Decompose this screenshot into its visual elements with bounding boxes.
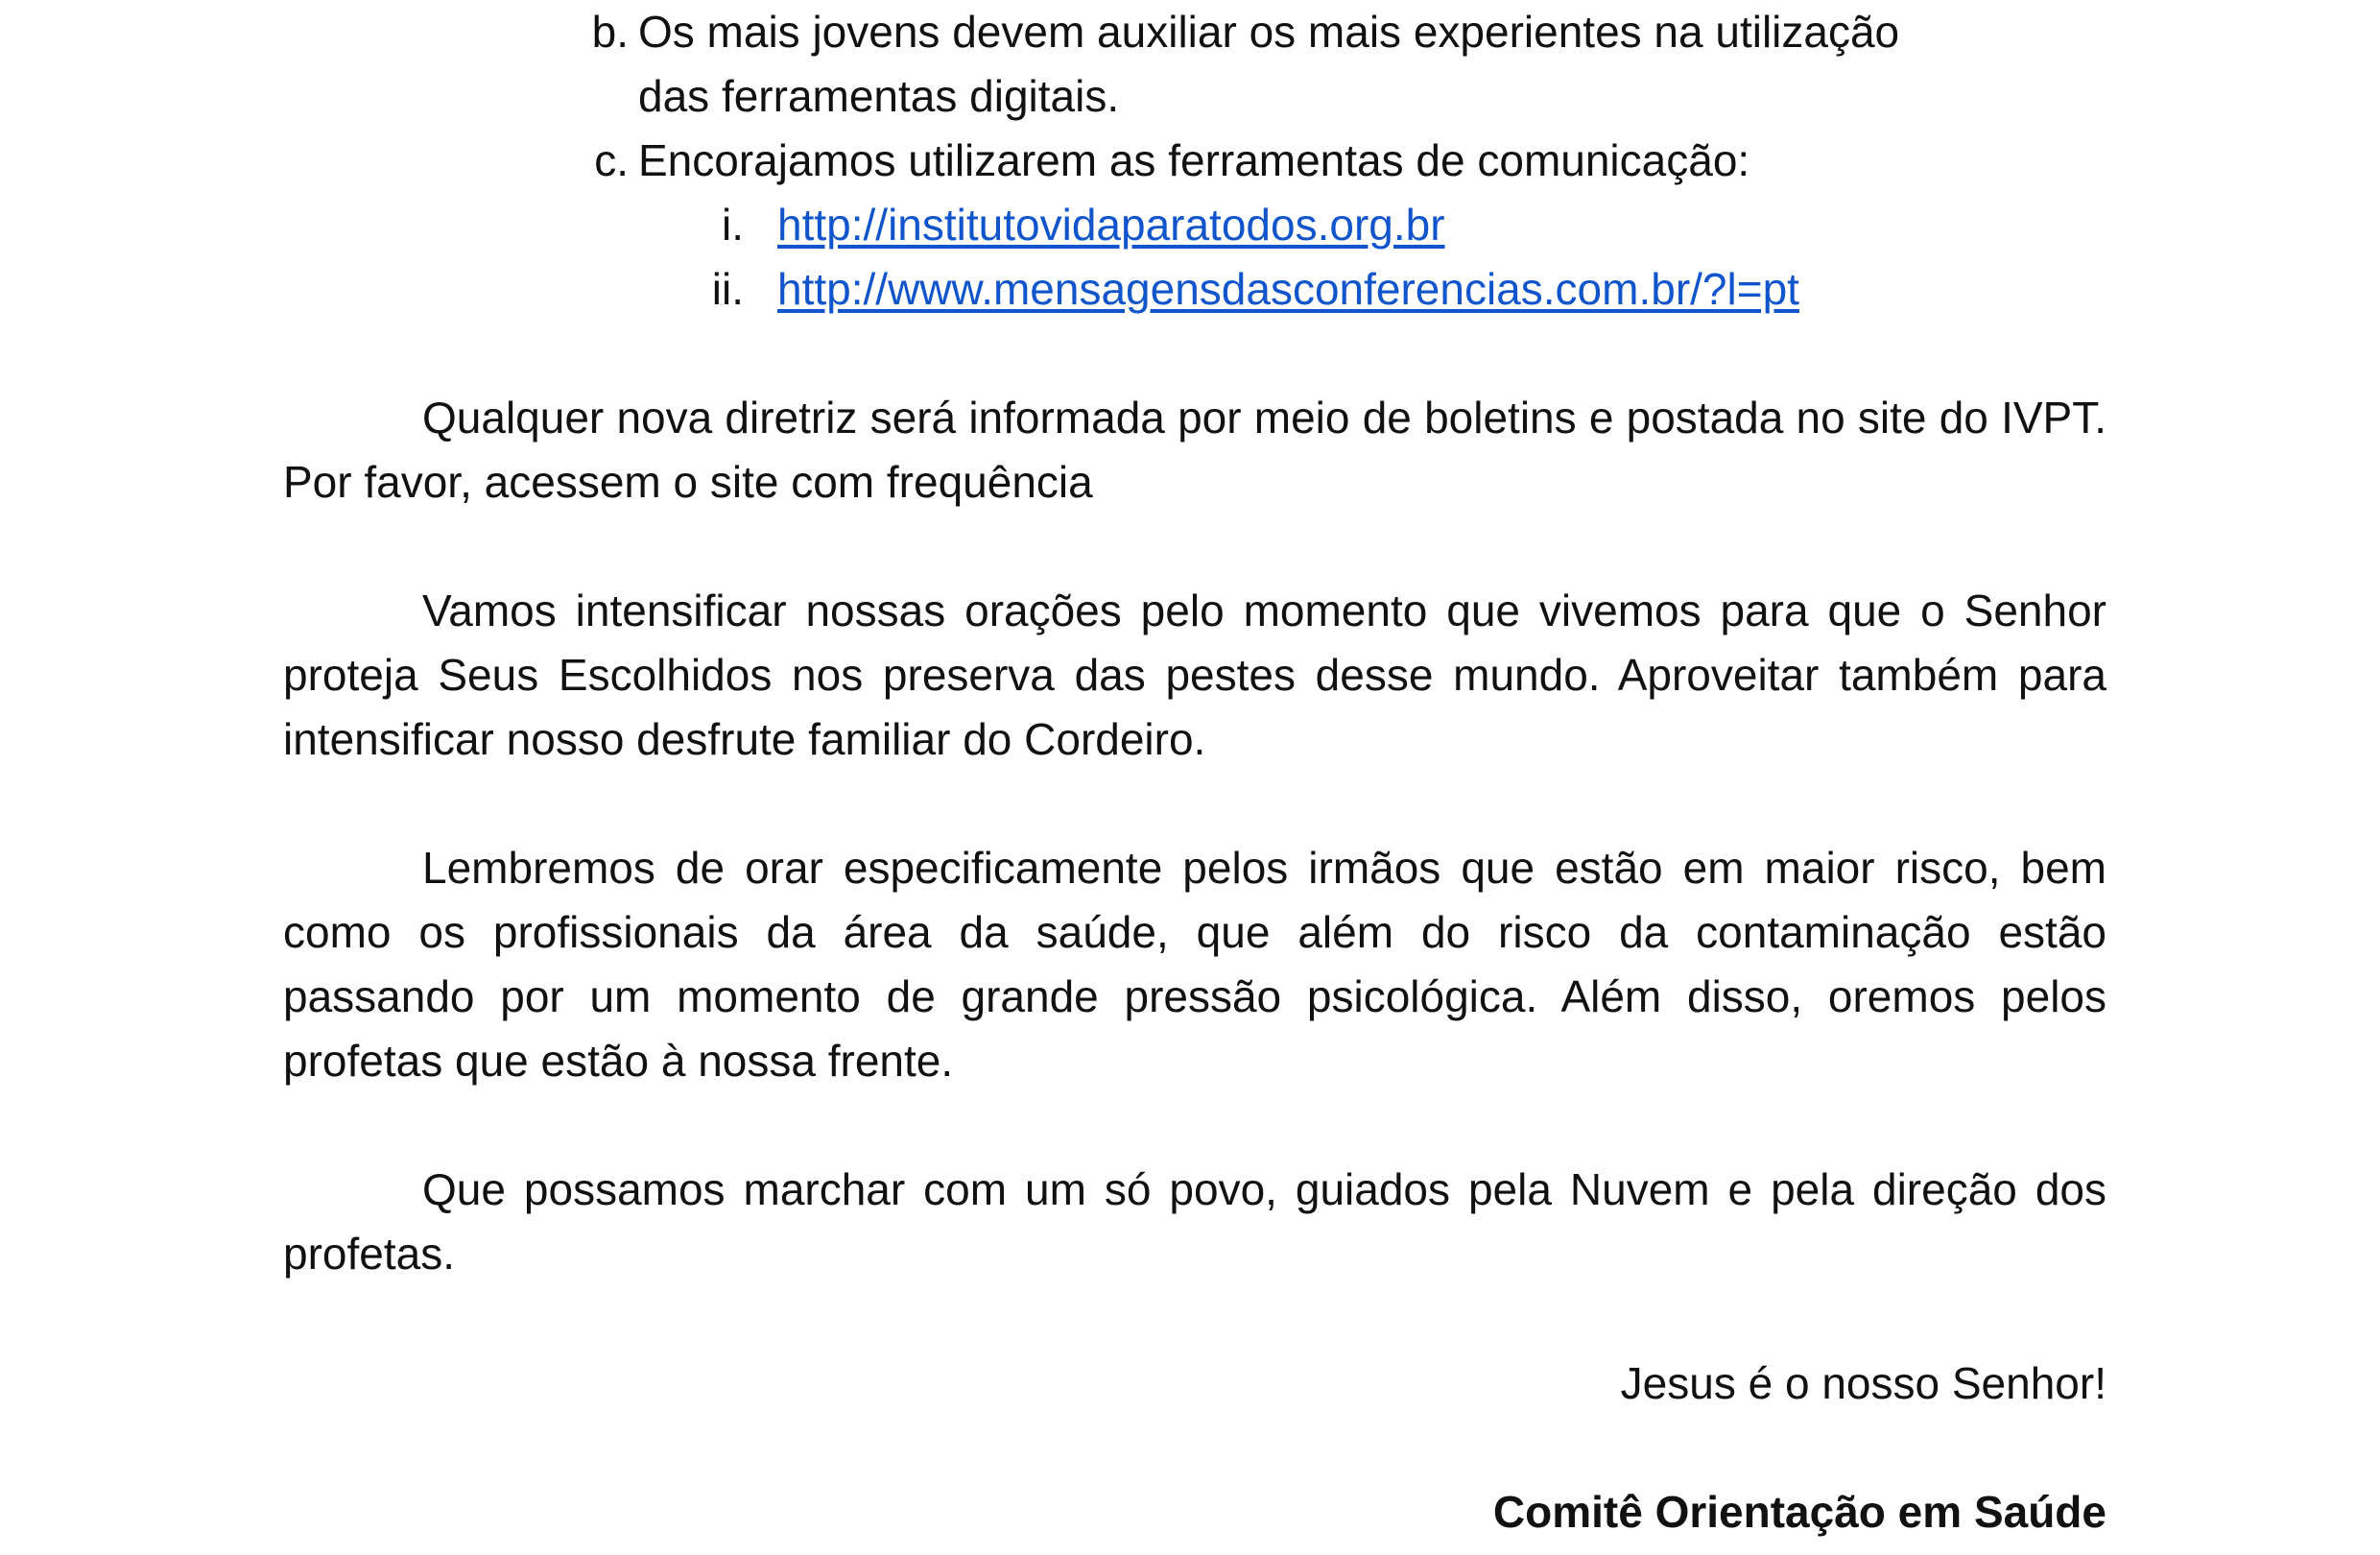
list-item-c bbox=[0, 129, 2111, 193]
closing-salutation: Jesus é o nosso Senhor! bbox=[1620, 1358, 2106, 1408]
list-item-text-line2: das ferramentas digitais. bbox=[638, 71, 1120, 121]
paragraph-marchar bbox=[283, 1158, 2106, 1286]
sub-list-marker: ii. bbox=[711, 264, 744, 314]
institute-link[interactable]: http://institutovidaparatodos.org.br bbox=[777, 200, 1445, 250]
list-marker: c. bbox=[594, 135, 629, 185]
list-item-b bbox=[0, 0, 2111, 134]
sub-list-item-i bbox=[0, 193, 2111, 257]
paragraph-text: Vamos intensificar nossas orações pelo momento que vivemos para que o Senhor proteja Seus Escolhidos nos preserva das pestes desse mundo. Aproveitar também para intensificar nosso desfrute familiar do Cordeiro. bbox=[283, 586, 2106, 764]
paragraph-diretriz bbox=[283, 386, 2106, 514]
paragraph-text: Que possamos marchar com um só povo, guiados pela Nuvem e pela direção dos profetas. bbox=[283, 1164, 2106, 1279]
signature: Comitê Orientação em Saúde bbox=[1492, 1487, 2106, 1537]
sub-list-item-ii bbox=[0, 257, 2111, 322]
paragraph-text: Lembremos de orar especificamente pelos irmãos que estão em maior risco, bem como os profissionais da área da saúde, que além do risco da contaminação estão passando por um momento de grande pressão psicológica. Além disso, oremos pelos profetas que estão à nossa frente. bbox=[283, 843, 2106, 1086]
sub-list-marker: i. bbox=[722, 200, 744, 250]
paragraph-text: Qualquer nova diretriz será informada por meio de boletins e postada no site do IVPT. Por favor, acessem o site com frequência bbox=[283, 393, 2106, 507]
paragraph-oracoes bbox=[283, 579, 2106, 772]
paragraph-lembremos bbox=[283, 836, 2106, 1093]
conferences-link[interactable]: http://www.mensagensdasconferencias.com.br/?l=pt bbox=[777, 264, 1799, 314]
list-item-text-line1: Os mais jovens devem auxiliar os mais experientes na utilização bbox=[638, 7, 1900, 57]
list-marker: b. bbox=[591, 7, 629, 57]
list-item-text: Encorajamos utilizarem as ferramentas de comunicação: bbox=[638, 135, 1750, 185]
